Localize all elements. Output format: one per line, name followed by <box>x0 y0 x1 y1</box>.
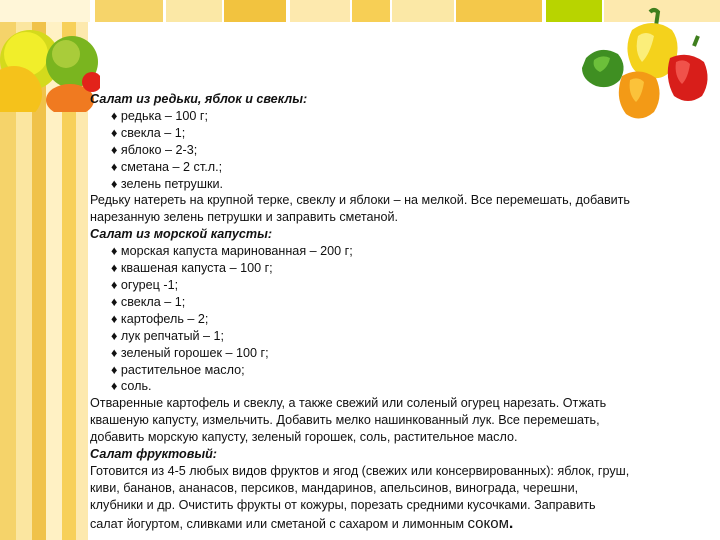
stripe <box>456 0 542 22</box>
ingredient-item: ♦ свекла – 1; <box>111 294 186 309</box>
ingredient-item: ♦ соль. <box>111 379 152 394</box>
ingredient-item: ♦ яблоко – 2-3; <box>111 142 198 157</box>
ingredient-item: ♦ растительное масло; <box>111 362 245 377</box>
stripe <box>224 0 286 22</box>
ingredient-item: ♦ зелень петрушки. <box>111 176 223 191</box>
recipe-text <box>90 91 710 533</box>
ingredient-item: ♦ морская капуста маринованная – 200 г; <box>111 244 353 259</box>
recipe-title: Салат из морской капусты: <box>90 227 273 242</box>
fruit-decoration-icon <box>0 22 100 112</box>
recipe-title: Салат из редьки, яблок и свеклы: <box>90 92 308 106</box>
ingredient-item: ♦ сметана – 2 ст.л.; <box>111 159 223 174</box>
instruction-line: клубники и др. Очистить фрукты от кожуры, порезать средними кусочками. Заправить <box>90 497 596 512</box>
stripe <box>352 0 390 22</box>
instruction-line: киви, бананов, ананасов, персиков, мандаринов, апельсинов, винограда, черешни, <box>90 480 579 495</box>
instruction-line: Редьку натереть на крупной терке, свеклу и яблоки – на мелкой. Все перемешать, добавить <box>90 193 630 208</box>
ingredient-item: ♦ картофель – 2; <box>111 311 209 326</box>
instruction-word: соком <box>467 514 509 532</box>
instruction-line: Отваренные картофель и свеклу, а также свежий или соленый огурец нарезать. Отжать <box>90 396 607 411</box>
stripe <box>392 0 454 22</box>
ingredient-item: ♦ квашеная капуста – 100 г; <box>111 261 273 276</box>
ingredient-item: ♦ огурец -1; <box>111 277 179 292</box>
instruction-text: салат йогуртом, сливками или сметаной с сахаром и лимонным <box>90 516 468 531</box>
instruction-line: нарезанную зелень петрушки и заправить сметаной. <box>90 210 399 225</box>
ingredient-item: ♦ свекла – 1; <box>111 125 186 140</box>
ingredient-item: ♦ зеленый горошек – 100 г; <box>111 345 269 360</box>
ingredient-item: ♦ лук репчатый – 1; <box>111 328 225 343</box>
stripe <box>166 0 222 22</box>
ingredient-item: ♦ редька – 100 г; <box>111 108 208 123</box>
instruction-line: добавить морскую капусту, зеленый горошек, соль, растительное масло. <box>90 430 518 445</box>
stripe <box>0 0 90 22</box>
stripe <box>95 0 163 22</box>
instruction-line-last <box>90 516 710 533</box>
instruction-period: . <box>508 514 514 532</box>
stripe <box>290 0 350 22</box>
recipe-title: Салат фруктовый: <box>90 447 217 462</box>
instruction-line: Готовится из 4-5 любых видов фруктов и ягод (свежих или консервированных): яблок, груш, <box>90 463 630 478</box>
instruction-line: квашеную капусту, измельчить. Добавить мелко нашинкованный лук. Все перемешать, <box>90 413 600 428</box>
